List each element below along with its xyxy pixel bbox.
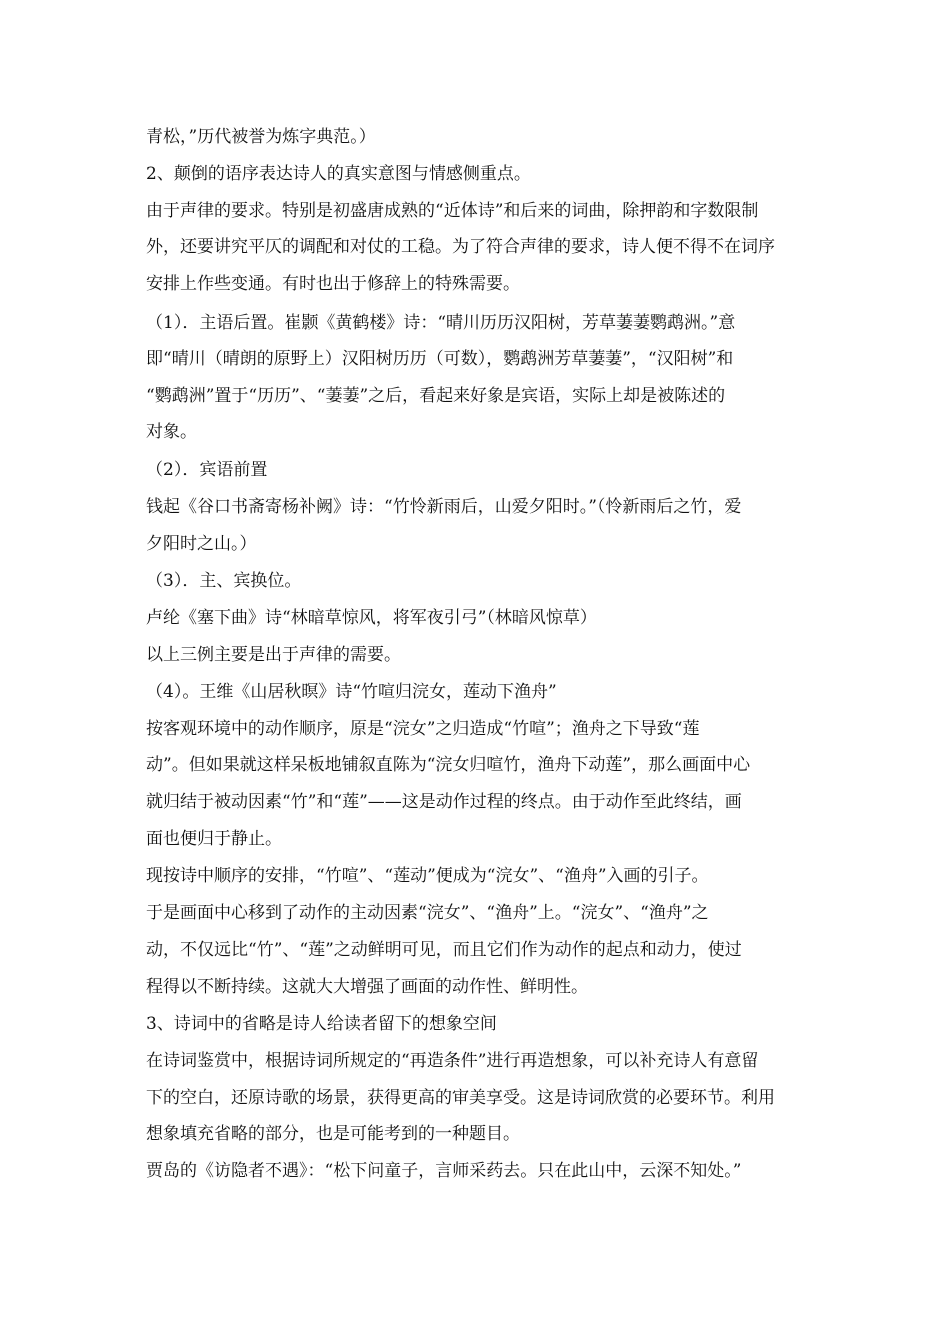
text-line: 安排上作些变通。有时也出于修辞上的特殊需要。 bbox=[146, 274, 520, 294]
text-line: 由于声律的要求。特别是初盛唐成熟的“近体诗”和后来的词曲，除押韵和字数限制 bbox=[146, 201, 759, 221]
text-line: 下的空白，还原诗歌的场景，获得更高的审美享受。这是诗词欣赏的必要环节。利用 bbox=[146, 1088, 775, 1108]
text-line: 就归结于被动因素“竹”和“莲”——这是动作过程的终点。由于动作至此终结，画 bbox=[146, 792, 742, 812]
text-line: 以上三例主要是出于声律的需要。 bbox=[146, 645, 401, 665]
text-line: 现按诗中顺序的安排，“竹喧”、“莲动”便成为“浣女”、“渔舟”入画的引子。 bbox=[146, 866, 709, 886]
text-line: 卢纶《塞下曲》诗“林暗草惊风，将军夜引弓”（林暗风惊草） bbox=[146, 608, 597, 628]
text-line: 夕阳时之山。） bbox=[146, 534, 257, 554]
text-line: 对象。 bbox=[146, 422, 197, 442]
subheading-subject-object-swap: （3）．主、宾换位。 bbox=[146, 571, 302, 591]
text-line: 想象填充省略的部分，也是可能考到的一种题目。 bbox=[146, 1124, 520, 1144]
subheading-wang-wei-example: （4）。王维《山居秋暝》诗“竹喧归浣女，莲动下渔舟” bbox=[146, 682, 557, 702]
text-line: 面也便归于静止。 bbox=[146, 829, 282, 849]
text-line: 外，还要讲究平仄的调配和对仗的工稳。为了符合声律的要求，诗人便不得不在词序 bbox=[146, 237, 775, 257]
text-line: 即“晴川（晴朗的原野上）汉阳树历历（可数），鹦鹉洲芳草萋萋”，“汉阳树”和 bbox=[146, 349, 734, 369]
text-line: 按客观环境中的动作顺序，原是“浣女”之归造成“竹喧”；渔舟之下导致“莲 bbox=[146, 719, 700, 739]
subheading-object-preposition: （2）．宾语前置 bbox=[146, 460, 268, 480]
text-line: 动”。但如果就这样呆板地铺叙直陈为“浣女归喧竹，渔舟下动莲”，那么画面中心 bbox=[146, 755, 751, 775]
text-line: 程得以不断持续。这就大大增强了画面的动作性、鲜明性。 bbox=[146, 977, 588, 997]
text-line: 于是画面中心移到了动作的主动因素“浣女”、“渔舟”上。“浣女”、“渔舟”之 bbox=[146, 903, 709, 923]
text-line: 在诗词鉴赏中，根据诗词所规定的“再造条件”进行再造想象，可以补充诗人有意留 bbox=[146, 1051, 759, 1071]
subheading-subject-postposition: （1）．主语后置。崔颢《黄鹤楼》诗：“晴川历历汉阳树，芳草萋萋鹦鹉洲。”意 bbox=[146, 313, 736, 333]
text-line: “鹦鹉洲”置于“历历”、“萋萋”之后，看起来好象是宾语，实际上却是被陈述的 bbox=[146, 386, 726, 406]
text-line: 钱起《谷口书斋寄杨补阙》诗：“竹怜新雨后，山爱夕阳时。”（怜新雨后之竹，爱 bbox=[146, 497, 742, 517]
text-line: 青松，”历代被誉为炼字典范。） bbox=[146, 127, 376, 147]
section-heading-inversion: 2、颠倒的语序表达诗人的真实意图与情感侧重点。 bbox=[146, 164, 531, 184]
section-heading-omission: 3、诗词中的省略是诗人给读者留下的想象空间 bbox=[146, 1014, 497, 1034]
text-line: 动，不仅远比“竹”、“莲”之动鲜明可见，而且它们作为动作的起点和动力，使过 bbox=[146, 940, 742, 960]
text-line: 贾岛的《访隐者不遇》：“松下问童子，言师采药去。只在此山中，云深不知处。” bbox=[146, 1161, 742, 1181]
